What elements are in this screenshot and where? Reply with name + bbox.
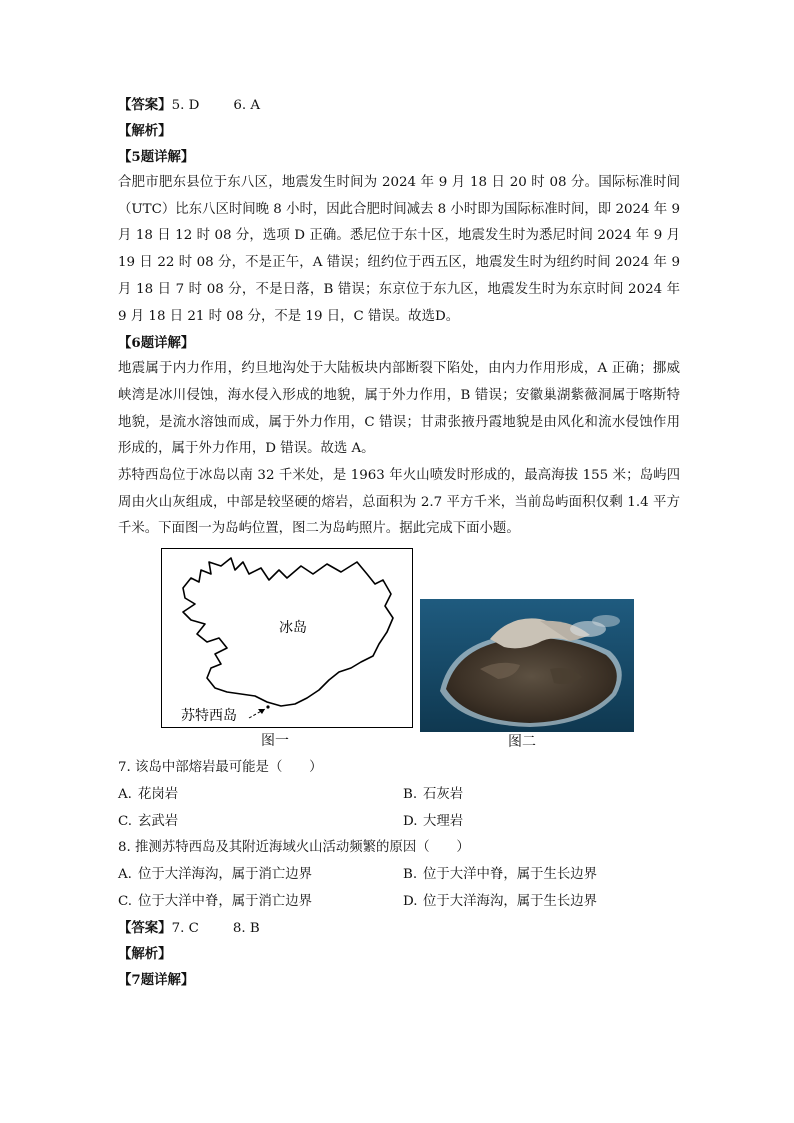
figures-row bbox=[118, 543, 680, 755]
q6-detail-text: 地震属于内力作用，约旦地沟处于大陆板块内部断裂下陷处，由内力作用形成，A 正确；挪威峡湾是冰川侵蚀，海水侵入形成的地貌，属于外力作用，B 错误；安徽巢湖紫薇洞属于喀斯特地貌，是流水溶蚀而成，属于外力作用，C 错误；甘肃张掖丹霞地貌是由风化和流水侵蚀作用形成的，属于外力作用，D 错误。故选 A。 bbox=[118, 361, 680, 457]
answer-line-1 bbox=[118, 92, 680, 118]
q7-options-row-2 bbox=[118, 808, 680, 835]
surtsey-photo bbox=[420, 599, 634, 732]
analysis-heading-1: 【解析】 bbox=[118, 123, 172, 139]
q8-option-d: D. 位于大洋海沟，属于生长边界 bbox=[403, 894, 598, 910]
q7-detail-heading: 【7题详解】 bbox=[118, 972, 195, 989]
figure-2-caption: 图二 bbox=[508, 734, 536, 751]
q6-detail-heading: 【6题详解】 bbox=[118, 335, 195, 352]
answer-8: 8. B bbox=[232, 921, 260, 937]
iceland-map-svg bbox=[161, 548, 413, 728]
document-page bbox=[118, 92, 680, 993]
analysis-heading-2: 【解析】 bbox=[118, 946, 172, 963]
q8-option-b: B. 位于大洋中脊，属于生长边界 bbox=[403, 867, 598, 883]
answer-5: 5. D bbox=[171, 98, 200, 113]
q7-option-b: B. 石灰岩 bbox=[403, 787, 464, 803]
q7-option-d: D. 大理岩 bbox=[403, 814, 464, 830]
q5-detail-text: 合肥市肥东县位于东八区，地震发生时间为 2024 年 9 月 18 日 20 时 08 分。国际标准时间（UTC）比东八区时间晚 8 小时，因此合肥时间减去 8 小时即为国际标准时间，即 2024 年 9 月 18 日 12 时 08 分，选项 D 正确。悉尼位于东十区，地震发生时为悉尼时间 2024 年 9 月 19 日 22 时 08 分，不是正午，A 错误；纽约位于西五区，地震发生时为纽约时间 2024 年 9 月 18 日 7 时 08 分，不是日落，B 错误；东京位于东九区，地震发生时为东京时间 2024 年 9 月 18 日 21 时 08 分，不是 19 日，C 错误。故选D。 bbox=[118, 175, 680, 324]
answer-label-2: 【答案】 bbox=[118, 920, 172, 937]
q8-option-c: C. 位于大洋中脊，属于消亡边界 bbox=[118, 894, 313, 910]
answer-label: 【答案】 bbox=[118, 97, 172, 113]
q7-option-c: C. 玄武岩 bbox=[118, 814, 179, 830]
surtsey-label: 苏特西岛 bbox=[181, 708, 237, 725]
intro-text: 苏特西岛位于冰岛以南 32 千米处，是 1963 年火山喷发时形成的，最高海拔 155 米；岛屿四周由火山灰组成，中部是较坚硬的熔岩，总面积为 2.7 平方千米，当前岛屿面积仅剩 1.4 平方千米。下面图一为岛屿位置，图二为岛屿照片。据此完成下面小题。 bbox=[118, 468, 680, 537]
answer-line-2 bbox=[118, 915, 680, 941]
iceland-label: 冰岛 bbox=[279, 620, 307, 637]
figure-1-map bbox=[161, 548, 413, 750]
answer-7: 7. C bbox=[171, 921, 199, 937]
figure-1-caption: 图一 bbox=[261, 733, 289, 750]
q8-options-row-1 bbox=[118, 861, 680, 888]
q7-option-a: A. 花岗岩 bbox=[118, 787, 179, 803]
q8-stem: 8. 推测苏特西岛及其附近海域火山活动频繁的原因（ ） bbox=[118, 840, 470, 856]
figure-2-photo bbox=[420, 599, 634, 732]
surtsey-dot bbox=[266, 706, 269, 709]
answer-6: 6. A bbox=[233, 98, 261, 113]
q8-option-a: A. 位于大洋海沟，属于消亡边界 bbox=[118, 867, 313, 883]
arrow-head bbox=[258, 709, 265, 714]
q7-options-row-1 bbox=[118, 781, 680, 808]
q8-options-row-2 bbox=[118, 888, 680, 915]
q5-detail-heading: 【5题详解】 bbox=[118, 149, 195, 165]
q7-stem: 7. 该岛中部熔岩最可能是（ ） bbox=[118, 760, 323, 776]
